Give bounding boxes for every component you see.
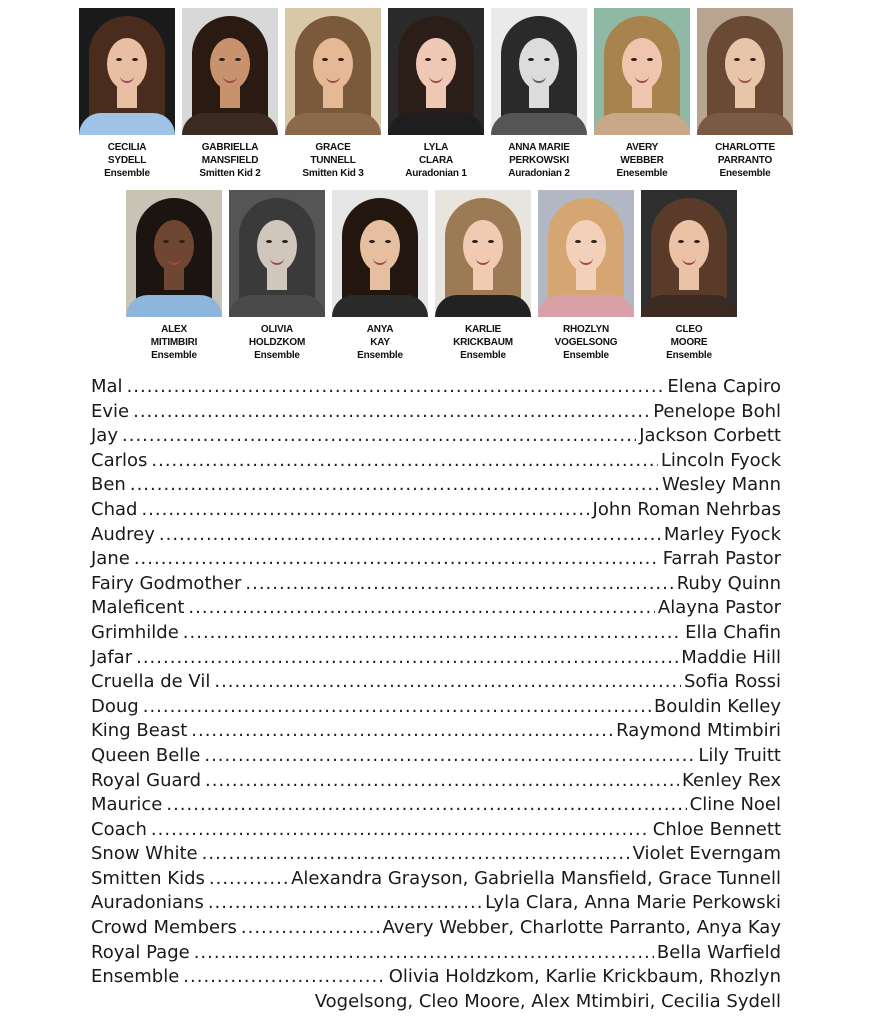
actor-name-continuation: Vogelsong, Cleo Moore, Alex Mtimbiri, Cecilia Sydell (314, 990, 781, 1012)
cast-line (91, 892, 781, 917)
cast-line (91, 671, 781, 696)
actor-name: Ruby Quinn (676, 572, 781, 594)
headshot-caption (151, 323, 198, 362)
cast-line (91, 966, 781, 991)
actor-name: Kenley Rex (682, 769, 781, 791)
first-name: CECILIA (107, 142, 147, 153)
actor-name: Bella Warfield (656, 941, 781, 963)
headshot-card (182, 8, 278, 180)
last-name: SYDELL (107, 155, 147, 166)
dot-leader (202, 843, 630, 864)
actor-name: Raymond Mtimbiri (616, 720, 781, 742)
dot-leader (134, 548, 660, 569)
cast-line (91, 376, 781, 401)
character-name: Evie (91, 400, 130, 422)
headshot-card (332, 190, 428, 362)
last-name: MITIMBIRI (150, 337, 198, 348)
character-name: Chad (91, 498, 138, 520)
role-name: Ensemble (254, 350, 300, 361)
role-name: Ensemble (460, 350, 506, 361)
actor-name: Alexandra Grayson, Gabriella Mansfield, Grace Tunnell (291, 867, 781, 889)
last-name: VOGELSONG (554, 337, 618, 348)
first-name: CHARLOTTE (715, 142, 775, 153)
headshot-caption (405, 141, 467, 180)
character-name: King Beast (91, 720, 188, 742)
cast-line (91, 917, 781, 942)
actor-name: Sofia Rossi (684, 671, 781, 693)
actor-name: Cline Noel (689, 794, 781, 816)
cast-line (91, 868, 781, 893)
last-name: MANSFIELD (201, 155, 259, 166)
last-name: HOLDZKOM (248, 337, 306, 348)
cast-line (91, 843, 781, 868)
dot-leader (209, 868, 288, 889)
role-name: Ensemble (666, 350, 712, 361)
headshot-row-1 (79, 8, 793, 180)
actor-name: Olivia Holdzkom, Karlie Krickbaum, Rhozlyn (388, 966, 781, 988)
character-name: Carlos (91, 449, 148, 471)
character-name: Grimhilde (91, 621, 179, 643)
actor-name: Alayna Pastor (657, 597, 781, 619)
headshot-caption (616, 141, 667, 180)
headshot-photo (285, 8, 381, 135)
role-name: Enesemble (616, 168, 668, 179)
headshot-photo (594, 8, 690, 135)
dot-leader (188, 597, 654, 618)
headshot-card (285, 8, 381, 180)
cast-line (91, 696, 781, 721)
headshot-photo (491, 8, 587, 135)
last-name: CLARA (419, 155, 453, 166)
dot-leader (183, 622, 682, 643)
character-name: Cruella de Vil (91, 671, 211, 693)
last-name: PERKOWSKI (509, 155, 569, 166)
headshot-caption (508, 141, 570, 180)
actor-name: Lyla Clara, Anna Marie Perkowski (485, 892, 781, 914)
headshot-card (126, 190, 222, 362)
first-name: GRACE (315, 142, 351, 153)
cast-line (91, 622, 781, 647)
cast-line (91, 425, 781, 450)
headshot-card (538, 190, 634, 362)
headshot-photo (538, 190, 634, 317)
cast-line (91, 450, 781, 475)
cast-line (91, 401, 781, 426)
first-name: LYLA (423, 142, 449, 153)
cast-line (91, 474, 781, 499)
character-name: Coach (91, 818, 147, 840)
cast-line (91, 524, 781, 549)
headshot-caption (302, 141, 363, 180)
character-name: Fairy Godmother (91, 572, 242, 594)
headshot-photo (697, 8, 793, 135)
role-name: Smitten Kid 2 (199, 168, 261, 179)
first-name: RHOZLYN (562, 324, 609, 335)
role-name: Auradonian 2 (508, 168, 570, 179)
character-name: Royal Page (91, 941, 190, 963)
headshot-photo (229, 190, 325, 317)
dot-leader (205, 770, 679, 791)
actor-name: Wesley Mann (661, 474, 781, 496)
character-name: Smitten Kids (91, 867, 205, 889)
cast-line (91, 647, 781, 672)
role-name: Ensemble (151, 350, 197, 361)
headshot-caption (453, 323, 513, 362)
actor-name: Violet Everngam (632, 843, 781, 865)
character-name: Maleficent (91, 597, 185, 619)
cast-line (91, 770, 781, 795)
last-name: MOORE (670, 337, 708, 348)
dot-leader (130, 474, 659, 495)
dot-leader (194, 942, 654, 963)
headshot-card (491, 8, 587, 180)
dot-leader (191, 720, 613, 741)
headshot-photo (79, 8, 175, 135)
actor-name: Jackson Corbett (639, 425, 781, 447)
actor-name: Marley Fyock (663, 523, 781, 545)
character-name: Jane (91, 548, 130, 570)
headshot-card (641, 190, 737, 362)
headshot-row-2 (126, 190, 737, 362)
headshot-photo (641, 190, 737, 317)
actor-name: Bouldin Kelley (653, 695, 781, 717)
actor-name: Chloe Bennett (652, 818, 781, 840)
cast-line (91, 499, 781, 524)
last-name: TUNNELL (310, 155, 356, 166)
headshot-card (435, 190, 531, 362)
role-name: Ensemble (357, 350, 403, 361)
first-name: OLIVIA (260, 324, 294, 335)
headshot-card (229, 190, 325, 362)
first-name: CLEO (675, 324, 703, 335)
character-name: Mal (91, 376, 123, 397)
character-name: Ben (91, 474, 126, 496)
headshot-caption (199, 141, 260, 180)
dot-leader (122, 425, 636, 446)
actor-name: Maddie Hill (681, 646, 781, 668)
first-name: KARLIE (464, 324, 502, 335)
dot-leader (133, 401, 650, 422)
first-name: ANNA MARIE (508, 142, 570, 153)
dot-leader (208, 892, 482, 913)
headshot-caption (357, 323, 403, 362)
dot-leader (241, 917, 380, 938)
character-name: Jafar (91, 646, 133, 668)
role-name: Smitten Kid 3 (302, 168, 364, 179)
first-name: GABRIELLA (201, 142, 259, 153)
headshot-card (388, 8, 484, 180)
actor-name: Ella Chafin (685, 621, 781, 643)
actor-name: Lincoln Fyock (660, 449, 781, 471)
headshot-card (697, 8, 793, 180)
headshot-caption (555, 323, 618, 362)
character-name: Doug (91, 695, 139, 717)
headshot-card (79, 8, 175, 180)
cast-line (91, 745, 781, 770)
headshot-photo (388, 8, 484, 135)
role-name: Ensemble (563, 350, 609, 361)
actor-name: Lily Truitt (698, 744, 781, 766)
actor-name: Penelope Bohl (653, 400, 781, 422)
dot-leader (214, 671, 681, 692)
headshot-caption (249, 323, 305, 362)
cast-list (91, 376, 781, 1015)
character-name: Crowd Members (91, 917, 237, 939)
cast-line (91, 942, 781, 967)
cast-line (91, 597, 781, 622)
dot-leader (159, 524, 661, 545)
actor-name: John Roman Nehrbas (592, 498, 781, 520)
character-name: Audrey (91, 523, 155, 545)
dot-leader (143, 696, 651, 717)
actor-name: Farrah Pastor (662, 548, 781, 570)
cast-line (91, 548, 781, 573)
role-name: Auradonian 1 (405, 168, 467, 179)
headshot-photo (182, 8, 278, 135)
dot-leader (127, 376, 665, 397)
dot-leader (136, 647, 678, 668)
headshot-card (594, 8, 690, 180)
character-name: Snow White (91, 843, 198, 865)
actor-name: Elena Capiro (667, 376, 781, 397)
last-name: PARRANTO (717, 155, 773, 166)
dot-leader (245, 573, 673, 594)
first-name: ANYA (366, 324, 394, 335)
headshot-photo (126, 190, 222, 317)
character-name: Auradonians (91, 892, 204, 914)
dot-leader (183, 966, 385, 987)
dot-leader (151, 450, 657, 471)
headshot-photo (435, 190, 531, 317)
actor-name: Avery Webber, Charlotte Parranto, Anya Kay (382, 917, 781, 939)
cast-line (91, 573, 781, 598)
character-name: Maurice (91, 794, 163, 816)
cast-line (91, 819, 781, 844)
dot-leader (151, 819, 650, 840)
headshot-photo (332, 190, 428, 317)
first-name: AVERY (625, 142, 659, 153)
character-name: Jay (91, 425, 118, 447)
cast-line (91, 794, 781, 819)
last-name: WEBBER (620, 155, 664, 166)
character-name: Royal Guard (91, 769, 202, 791)
dot-leader (166, 794, 686, 815)
role-name: Enesemble (719, 168, 771, 179)
last-name: KAY (370, 337, 390, 348)
headshot-caption (715, 141, 775, 180)
character-name: Queen Belle (91, 744, 201, 766)
role-name: Ensemble (104, 168, 150, 179)
dot-leader (141, 499, 589, 520)
last-name: KRICKBAUM (453, 337, 513, 348)
headshot-caption (666, 323, 712, 362)
cast-line (91, 720, 781, 745)
dot-leader (204, 745, 695, 766)
character-name: Ensemble (91, 966, 180, 988)
headshot-caption (104, 141, 150, 180)
first-name: ALEX (161, 324, 187, 335)
